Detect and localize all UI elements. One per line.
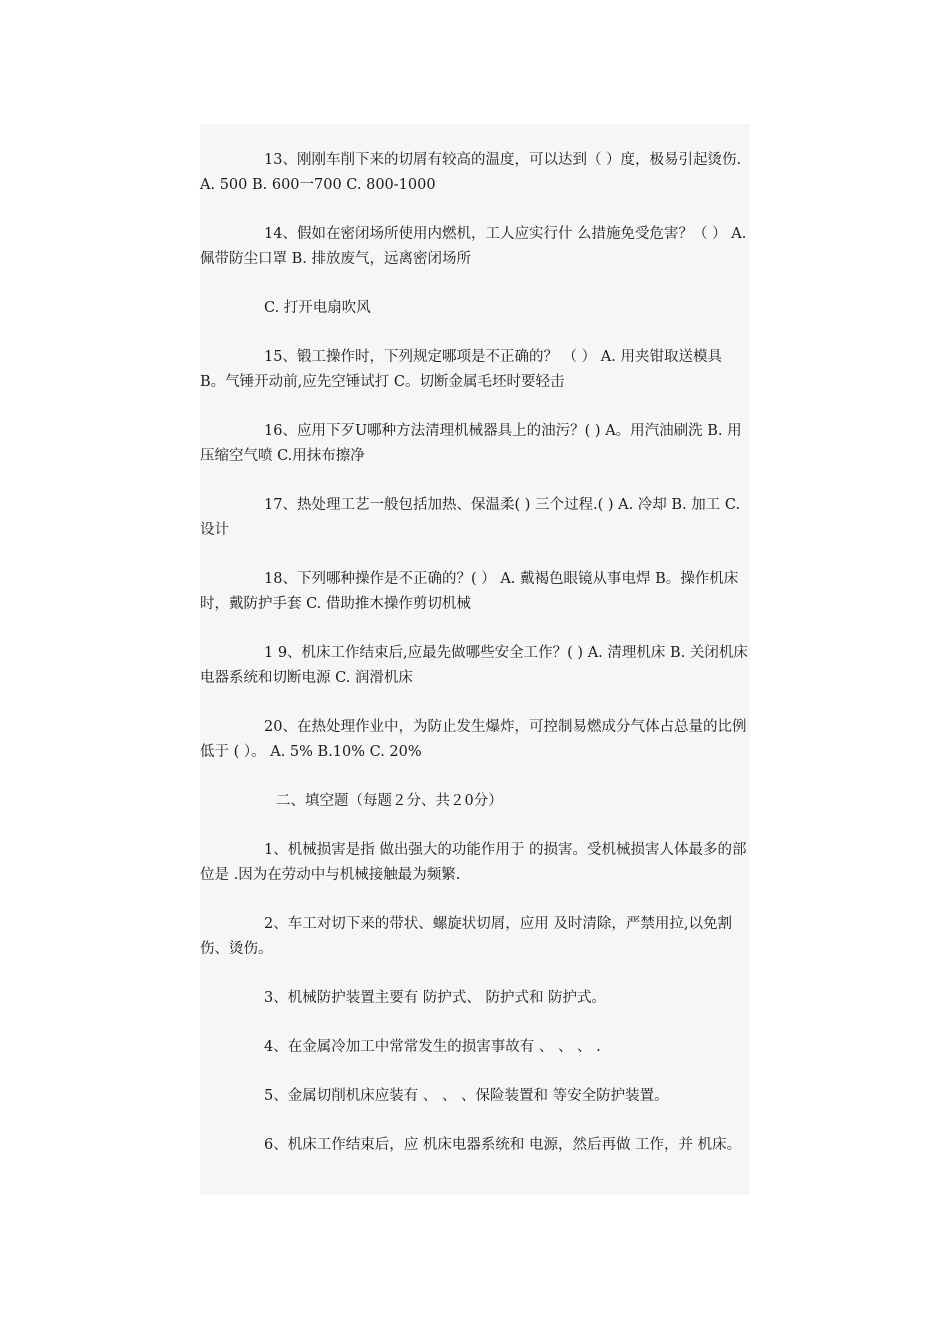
question-15: 15、锻工操作时，下列规定哪项是不正确的？ （ ） A. 用夹钳取送模具 B。气锤开动前,应先空锤试打 C。切断金属毛坯时要轻击 [200,349,722,390]
question-13: 13、刚刚车削下来的切屑有较高的温度，可以达到（ ）度，极易引起烫伤. A. 500 B. 600一700 C. 800-1000 [200,152,742,193]
document-page [200,124,750,1195]
question-14: 14、假如在密闭场所使用内燃机，工人应实行什 么措施免受危害？（ ） A. 佩带防尘口罩 B. 排放废气，远离密闭场所 [200,226,747,267]
fill-blank-5: 5、金属切削机床应装有 、 、 、保险装置和 等安全防护装置。 [264,1088,669,1104]
question-19: 1 9、机床工作结束后,应最先做哪些安全工作？( ) A. 清理机床 B. 关闭机床电器系统和切断电源 C. 润滑机床 [200,645,748,686]
fill-blank-6: 6、机床工作结束后，应 机床电器系统和 电源，然后再做 工作，并 机床。 [264,1137,742,1153]
question-20: 20、在热处理作业中，为防止发生爆炸，可控制易燃成分气体占总量的比例低于 ( ）。 A. 5% B.10% C. 20% [200,719,747,760]
section-heading: 二、填空题（每题２分、共２0分） [276,793,503,809]
fill-blank-2: 2、车工对切下来的带状、螺旋状切屑，应用 及时清除，严禁用拉,以免割伤、烫伤。 [200,916,732,957]
question-18: 18、下列哪种操作是不正确的？( ） A. 戴褐色眼镜从事电焊 B。操作机床时，戴防护手套 C. 借助推木操作剪切机械 [200,571,739,612]
question-17: 17、热处理工艺一般包括加热、保温柔( ) 三个过程.( ) A. 冷却 B. 加工 C.设计 [200,497,741,538]
fill-blank-4: 4、在金属冷加工中常常发生的损害事故有 、 、 、 . [264,1039,601,1055]
fill-blank-3: 3、机械防护装置主要有 防护式、 防护式和 防护式。 [264,990,607,1006]
fill-blank-1: 1、机械损害是指 做出强大的功能作用于 的损害。受机械损害人体最多的部位是 .因为在劳动中与机械接触最为频繁. [200,842,747,883]
question-16: 16、应用下歹U哪种方法清理机械器具上的油污？( ) A。用汽油刷洗 B. 用压缩空气喷 C.用抹布擦净 [200,423,742,464]
question-14-option-c: C. 打开电扇吹风 [264,300,371,316]
